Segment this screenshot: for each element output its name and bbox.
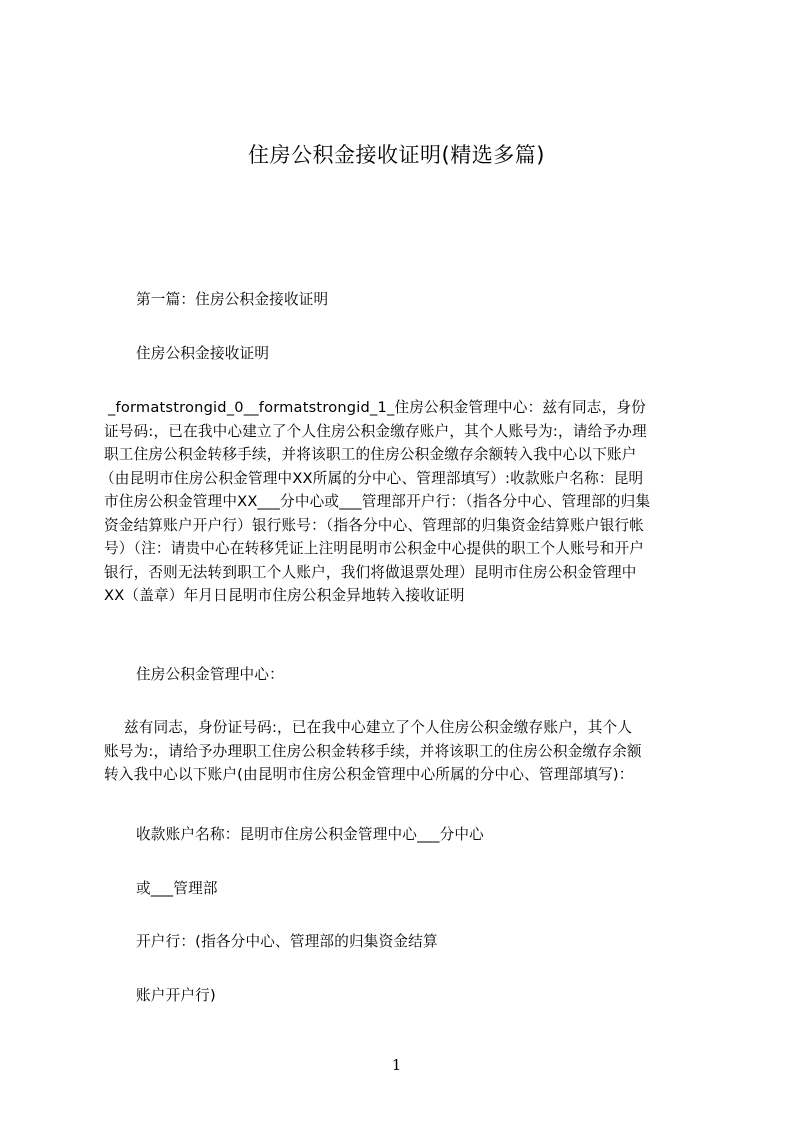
addressee: 住房公积金管理中心： xyxy=(136,666,284,683)
subheading: 住房公积金接收证明 xyxy=(136,345,270,362)
paragraph-2-line: 账号为:，请给予办理职工住房公积金转移手续，并将该职工的住房公积金缴存余额 xyxy=(104,742,642,760)
bank-line-continued: 账户开户行) xyxy=(136,987,216,1004)
document-title: 住房公积金接收证明(精选多篇) xyxy=(248,143,545,167)
paragraph-1-line: 职工住房公积金转移手续，并将该职工的住房公积金缴存余额转入我中心以下账户 xyxy=(104,446,637,463)
paragraph-2-line: 转入我中心以下账户(由昆明市住房公积金管理中心所属的分中心、管理部填写)： xyxy=(104,766,634,783)
paragraph-1-line: 证号码:，已在我中心建立了个人住房公积金缴存账户，其个人账号为:，请给予办理 xyxy=(104,422,647,440)
page-number: 1 xyxy=(391,1056,402,1074)
account-name-line: 收款账户名称：昆明市住房公积金管理中心___分中心 xyxy=(136,826,484,843)
paragraph-1-line: 银行，否则无法转到职工个人账户，我们将做退票处理）昆明市住房公积金管理中 xyxy=(104,563,637,581)
paragraph-1-line: XX（盖章）年月日昆明市住房公积金异地转入接收证明 xyxy=(104,587,465,604)
paragraph-2-line: 兹有同志，身份证号码:，已在我中心建立了个人住房公积金缴存账户，其个人 xyxy=(124,719,633,736)
paragraph-1-line: （由昆明市住房公积金管理中XX所属的分中心、管理部填写）:收款账户名称：昆明 xyxy=(100,469,644,487)
paragraph-1-line: 市住房公积金管理中XX___分中心或___管理部开户行：（指各分中心、管理部的归集 xyxy=(104,493,651,510)
paragraph-2 xyxy=(104,716,704,787)
paragraph-1-line: 资金结算账户开户行）银行账号：（指各分中心、管理部的归集资金结算账户银行帐 xyxy=(104,516,645,534)
management-line: 或___管理部 xyxy=(136,880,218,897)
section-heading: 第一篇：住房公积金接收证明 xyxy=(136,291,329,308)
paragraph-1-line: 号）（注：请贵中心在转移凭证上注明昆明市公积金中心提供的职工个人账号和开户 xyxy=(104,540,645,557)
paragraph-1-line: _formatstrongid_0__formatstrongid_1_住房公积金管理中心：兹有同志，身份 xyxy=(108,399,646,416)
paragraph-1 xyxy=(100,396,704,608)
bank-line: 开户行：(指各分中心、管理部的归集资金结算 xyxy=(136,933,438,950)
